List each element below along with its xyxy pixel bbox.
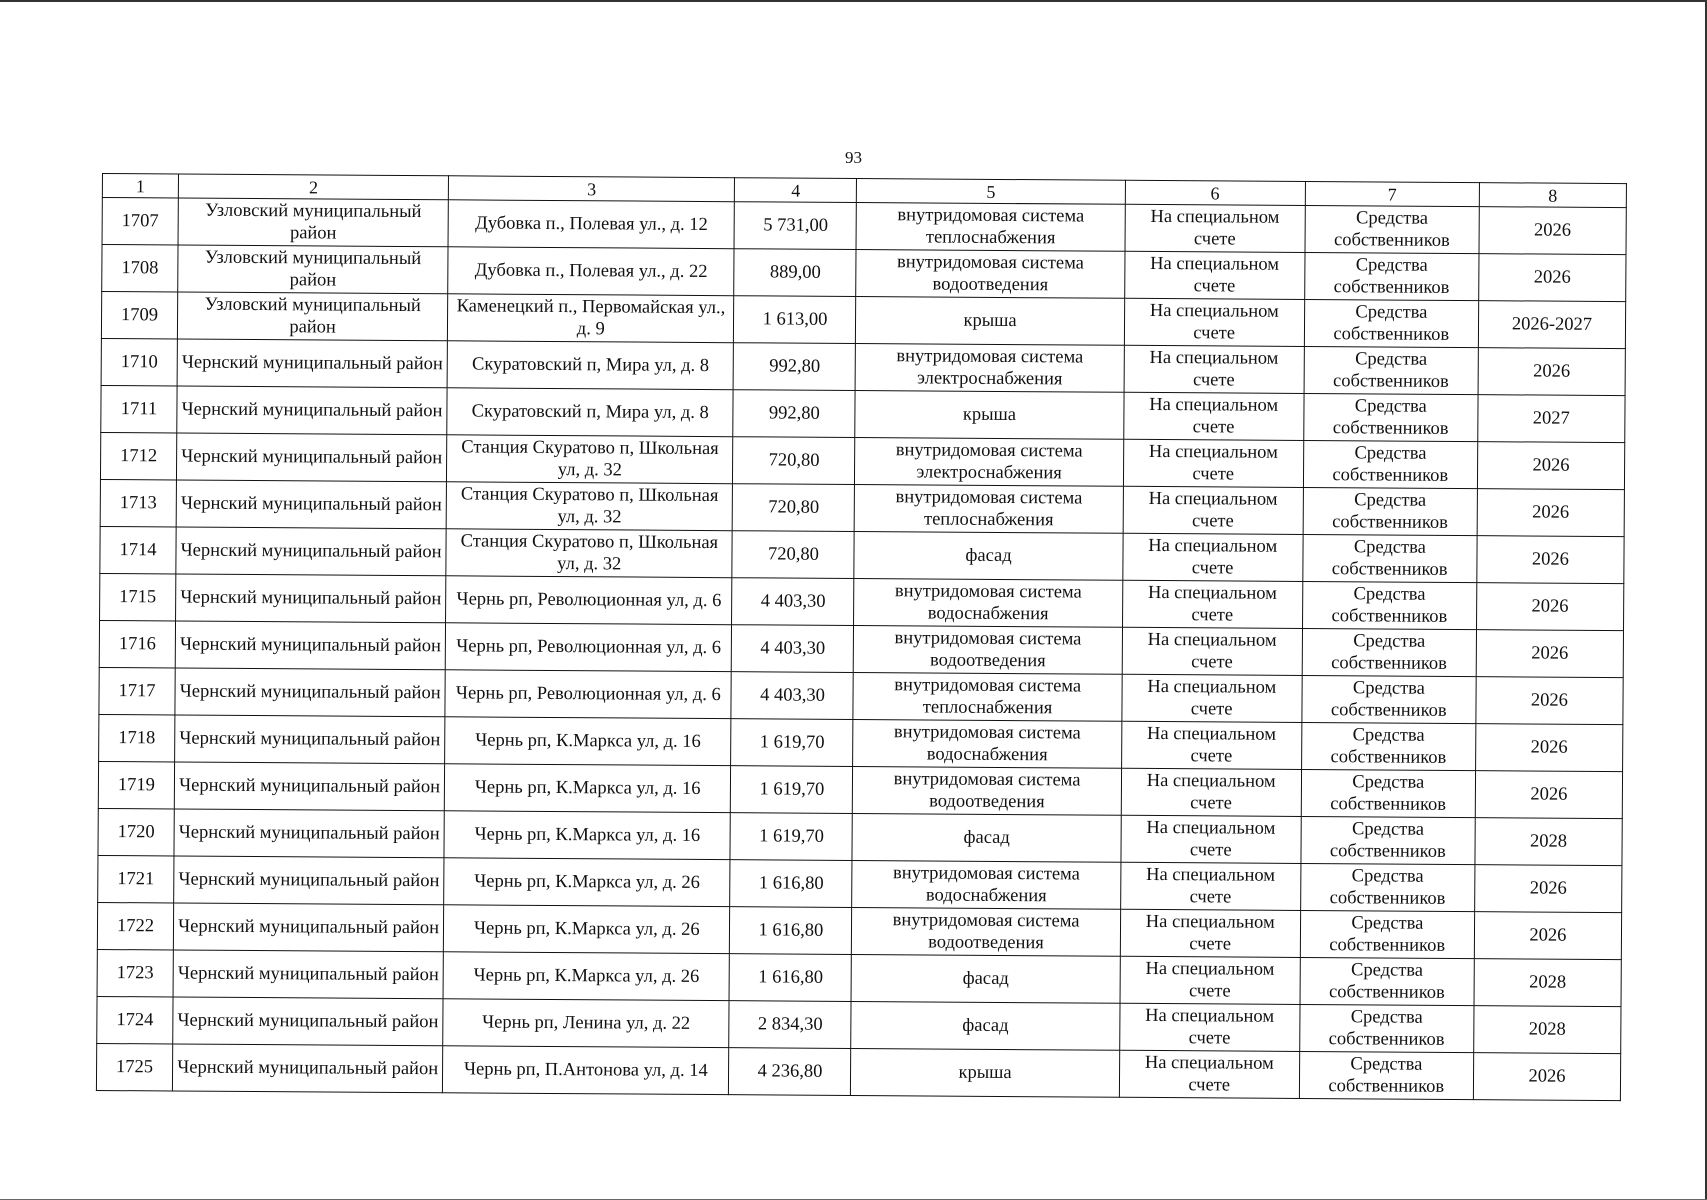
funding-source-cell: Средства собственников <box>1300 957 1474 1005</box>
district-cell: Чернский муниципальный район <box>174 809 444 858</box>
funding-source-cell: Средства собственников <box>1302 581 1476 629</box>
year-cell: 2026 <box>1476 677 1623 725</box>
fund-account-cell: На специальном счете <box>1119 1050 1299 1098</box>
district-cell: Чернский муниципальный район <box>176 574 446 623</box>
work-type-cell: внутридомовая система теплоснабжения <box>855 485 1123 534</box>
scan-edge-top <box>0 0 1707 2</box>
fund-account-cell: На специальном счете <box>1125 204 1305 252</box>
district-cell: Чернский муниципальный район <box>175 621 445 670</box>
work-type-cell: внутридомовая система водоотведения <box>853 766 1121 815</box>
district-cell: Чернский муниципальный район <box>172 1044 442 1093</box>
year-cell: 2026 <box>1477 442 1624 490</box>
work-type-cell: внутридомовая система водоснабжения <box>854 578 1122 627</box>
district-cell: Чернский муниципальный район <box>176 480 446 529</box>
address-cell: Станция Скуратово п, Школьная ул, д. 32 <box>447 435 733 484</box>
district-cell: Чернский муниципальный район <box>176 527 446 576</box>
fund-account-cell: На специальном счете <box>1122 533 1302 581</box>
funding-source-cell: Средства собственников <box>1301 769 1475 817</box>
row-number-cell: 1709 <box>101 292 177 340</box>
funding-source-cell: Средства собственников <box>1304 393 1478 441</box>
work-type-cell: внутридомовая система водоотведения <box>854 625 1122 674</box>
year-cell: 2026 <box>1477 536 1624 584</box>
fund-account-cell: На специальном счете <box>1124 298 1304 346</box>
year-cell: 2026 <box>1475 724 1622 772</box>
column-header: 1 <box>102 174 178 199</box>
year-cell: 2026 <box>1476 630 1623 678</box>
row-number-cell: 1723 <box>97 949 173 997</box>
area-cell: 4 236,80 <box>729 1048 851 1096</box>
row-number-cell: 1725 <box>96 1043 172 1091</box>
row-number-cell: 1719 <box>98 761 174 809</box>
work-type-cell: фасад <box>854 531 1122 580</box>
works-table <box>96 173 1627 1101</box>
address-cell: Чернь рп, Революционная ул, д. 6 <box>445 623 731 672</box>
area-cell: 720,80 <box>733 437 855 485</box>
column-header: 4 <box>735 178 857 203</box>
year-cell: 2026 <box>1476 583 1623 631</box>
funding-source-cell: Средства собственников <box>1303 534 1477 582</box>
year-cell: 2026 <box>1475 865 1622 913</box>
district-cell: Чернский муниципальный район <box>173 950 443 999</box>
column-header: 2 <box>178 174 448 200</box>
row-number-cell: 1715 <box>100 573 176 621</box>
area-cell: 4 403,30 <box>732 578 854 626</box>
address-cell: Чернь рп, К.Маркса ул, д. 16 <box>444 811 730 860</box>
fund-account-cell: На специальном счете <box>1120 956 1300 1004</box>
district-cell: Чернский муниципальный район <box>173 997 443 1046</box>
district-cell: Чернский муниципальный район <box>173 903 443 952</box>
row-number-cell: 1710 <box>101 338 177 386</box>
address-cell: Дубовка п., Полевая ул., д. 12 <box>448 200 734 249</box>
fund-account-cell: На специальном счете <box>1123 486 1303 534</box>
work-type-cell: внутридомовая система водоотведения <box>856 250 1124 299</box>
table-row <box>96 1043 1620 1100</box>
fund-account-cell: На специальном счете <box>1121 721 1301 769</box>
address-cell: Чернь рп, Революционная ул, д. 6 <box>446 576 732 625</box>
year-cell: 2026 <box>1473 1053 1620 1101</box>
address-cell: Чернь рп, К.Маркса ул, д. 26 <box>444 905 730 954</box>
column-header: 6 <box>1125 180 1305 205</box>
district-cell: Чернский муниципальный район <box>174 856 444 905</box>
area-cell: 1 616,80 <box>730 860 852 908</box>
area-cell: 4 403,30 <box>731 672 853 720</box>
address-cell: Чернь рп, К.Маркса ул, д. 16 <box>444 764 730 813</box>
fund-account-cell: На специальном счете <box>1121 768 1301 816</box>
area-cell: 889,00 <box>734 249 856 297</box>
area-cell: 5 731,00 <box>734 202 856 250</box>
address-cell: Чернь рп, К.Маркса ул, д. 16 <box>445 717 731 766</box>
work-type-cell: фасад <box>852 954 1120 1003</box>
address-cell: Скуратовский п, Мира ул, д. 8 <box>447 388 733 437</box>
funding-source-cell: Средства собственников <box>1304 252 1478 300</box>
funding-source-cell: Средства собственников <box>1302 628 1476 676</box>
work-type-cell: внутридомовая система водоснабжения <box>852 860 1120 909</box>
funding-source-cell: Средства собственников <box>1299 1004 1473 1052</box>
fund-account-cell: На специальном счете <box>1122 627 1302 675</box>
funding-source-cell: Средства собственников <box>1299 1051 1473 1099</box>
funding-source-cell: Средства собственников <box>1305 205 1479 253</box>
district-cell: Чернский муниципальный район <box>174 762 444 811</box>
funding-source-cell: Средства собственников <box>1300 863 1474 911</box>
area-cell: 2 834,30 <box>729 1001 851 1049</box>
funding-source-cell: Средства собственников <box>1302 675 1476 723</box>
fund-account-cell: На специальном счете <box>1122 580 1302 628</box>
year-cell: 2028 <box>1474 959 1621 1007</box>
area-cell: 1 613,00 <box>734 296 856 344</box>
work-type-cell: внутридомовая система водоснабжения <box>853 719 1121 768</box>
district-cell: Чернский муниципальный район <box>177 386 447 435</box>
row-number-cell: 1720 <box>98 808 174 856</box>
address-cell: Каменецкий п., Первомайская ул., д. 9 <box>448 294 734 343</box>
address-cell: Дубовка п., Полевая ул., д. 22 <box>448 247 734 296</box>
year-cell: 2026 <box>1479 254 1626 302</box>
funding-source-cell: Средства собственников <box>1303 440 1477 488</box>
row-number-cell: 1724 <box>97 996 173 1044</box>
area-cell: 1 616,80 <box>729 954 851 1002</box>
fund-account-cell: На специальном счете <box>1124 345 1304 393</box>
row-number-cell: 1722 <box>97 902 173 950</box>
work-type-cell: фасад <box>851 1001 1119 1050</box>
fund-account-cell: На специальном счете <box>1123 439 1303 487</box>
funding-source-cell: Средства собственников <box>1304 299 1478 347</box>
fund-account-cell: На специальном счете <box>1120 862 1300 910</box>
row-number-cell: 1707 <box>102 198 178 246</box>
work-type-cell: крыша <box>856 297 1124 346</box>
address-cell: Чернь рп, Революционная ул, д. 6 <box>445 670 731 719</box>
work-type-cell: внутридомовая система электроснабжения <box>856 344 1124 393</box>
fund-account-cell: На специальном счете <box>1123 392 1303 440</box>
district-cell: Чернский муниципальный район <box>177 339 447 388</box>
row-number-cell: 1717 <box>99 667 175 715</box>
work-type-cell: внутридомовая система теплоснабжения <box>856 203 1124 252</box>
year-cell: 2028 <box>1475 818 1622 866</box>
funding-source-cell: Средства собственников <box>1301 816 1475 864</box>
work-type-cell: крыша <box>851 1048 1119 1097</box>
column-header: 7 <box>1305 181 1479 206</box>
column-header: 5 <box>857 179 1125 205</box>
address-cell: Станция Скуратово п, Школьная ул, д. 32 <box>446 482 732 531</box>
work-type-cell: внутридомовая система электроснабжения <box>855 438 1123 487</box>
area-cell: 992,80 <box>733 390 855 438</box>
page-number: 93 <box>845 148 862 167</box>
address-cell: Станция Скуратово п, Школьная ул, д. 32 <box>446 529 732 578</box>
fund-account-cell: На специальном счете <box>1121 815 1301 863</box>
year-cell: 2026-2027 <box>1478 301 1625 349</box>
row-number-cell: 1718 <box>99 714 175 762</box>
district-cell: Чернский муниципальный район <box>175 668 445 717</box>
work-type-cell: внутридомовая система водоотведения <box>852 907 1120 956</box>
year-cell: 2026 <box>1477 489 1624 537</box>
area-cell: 1 619,70 <box>730 813 852 861</box>
row-number-cell: 1713 <box>100 479 176 527</box>
address-cell: Чернь рп, Ленина ул, д. 22 <box>443 999 729 1048</box>
area-cell: 992,80 <box>733 343 855 391</box>
column-header: 8 <box>1479 183 1626 208</box>
district-cell: Узловский муниципальный район <box>177 292 447 341</box>
fund-account-cell: На специальном счете <box>1120 909 1300 957</box>
area-cell: 1 619,70 <box>731 766 853 814</box>
column-header: 3 <box>449 176 735 202</box>
area-cell: 720,80 <box>733 484 855 532</box>
row-number-cell: 1712 <box>100 432 176 480</box>
year-cell: 2026 <box>1475 771 1622 819</box>
fund-account-cell: На специальном счете <box>1124 251 1304 299</box>
row-number-cell: 1708 <box>102 245 178 293</box>
address-cell: Чернь рп, К.Маркса ул, д. 26 <box>443 952 729 1001</box>
district-cell: Чернский муниципальный район <box>175 715 445 764</box>
area-cell: 1 619,70 <box>731 719 853 767</box>
address-cell: Скуратовский п, Мира ул, д. 8 <box>447 341 733 390</box>
funding-source-cell: Средства собственников <box>1301 722 1475 770</box>
year-cell: 2026 <box>1479 207 1626 255</box>
area-cell: 4 403,30 <box>732 625 854 673</box>
year-cell: 2026 <box>1474 912 1621 960</box>
work-type-cell: крыша <box>855 391 1123 440</box>
funding-source-cell: Средства собственников <box>1303 487 1477 535</box>
work-type-cell: внутридомовая система теплоснабжения <box>853 672 1121 721</box>
address-cell: Чернь рп, П.Антонова ул, д. 14 <box>443 1046 729 1095</box>
table-body <box>96 174 1626 1101</box>
work-type-cell: фасад <box>852 813 1120 862</box>
year-cell: 2028 <box>1474 1006 1621 1054</box>
row-number-cell: 1711 <box>101 385 177 433</box>
year-cell: 2027 <box>1478 395 1625 443</box>
area-cell: 720,80 <box>732 531 854 579</box>
address-cell: Чернь рп, К.Маркса ул, д. 26 <box>444 858 730 907</box>
row-number-cell: 1716 <box>99 620 175 668</box>
district-cell: Чернский муниципальный район <box>177 433 447 482</box>
district-cell: Узловский муниципальный район <box>178 245 448 294</box>
fund-account-cell: На специальном счете <box>1122 674 1302 722</box>
funding-source-cell: Средства собственников <box>1300 910 1474 958</box>
funding-source-cell: Средства собственников <box>1304 346 1478 394</box>
district-cell: Узловский муниципальный район <box>178 198 448 247</box>
year-cell: 2026 <box>1478 348 1625 396</box>
row-number-cell: 1721 <box>98 855 174 903</box>
fund-account-cell: На специальном счете <box>1119 1003 1299 1051</box>
area-cell: 1 616,80 <box>730 907 852 955</box>
row-number-cell: 1714 <box>100 526 176 574</box>
